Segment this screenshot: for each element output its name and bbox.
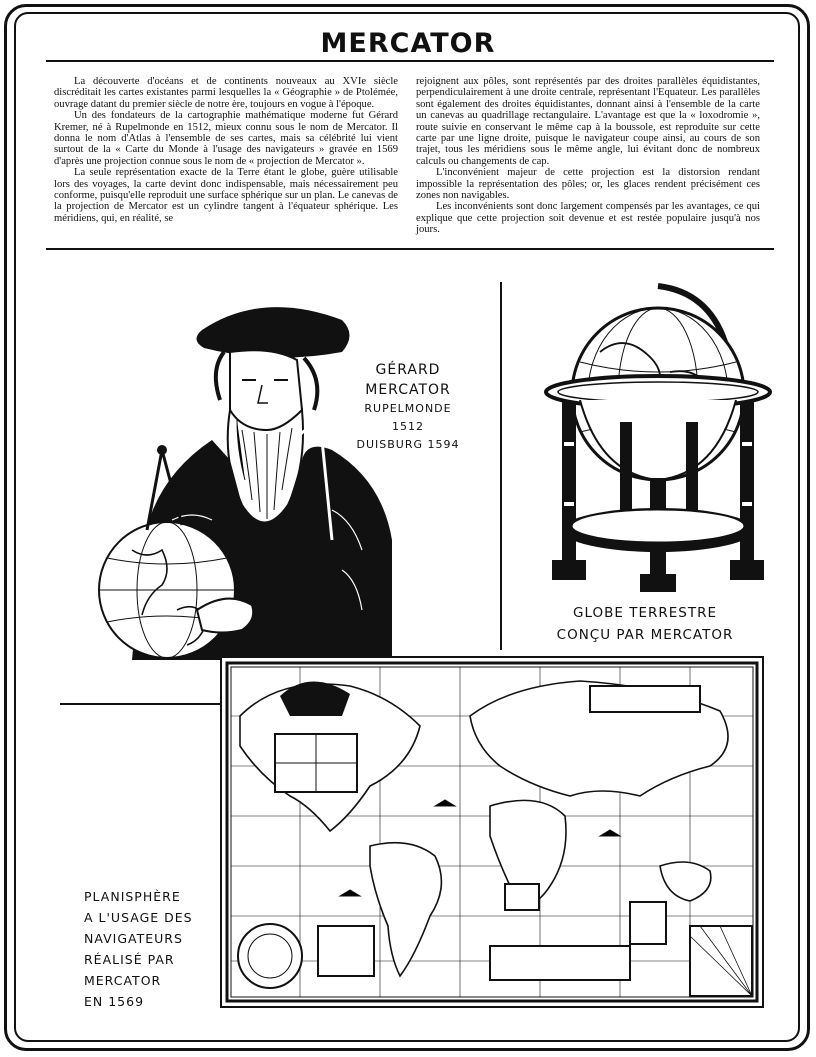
map-caption (84, 886, 204, 1012)
article-paragraph: La seule représentation exacte de la Terre étant le globe, guère utilisable lors des voyages, la carte devint donc indispensable, mais nécessairement peu conforme, puisqu'elle reproduit une surface sphérique sur un plan. Le canevas de la projection de Mercator est un cylindre tangent à l'équateur sphérique. Les méridiens, qui, en réalité, se (54, 167, 398, 224)
portrait-caption-birth: RUPELMONDE 1512 (364, 402, 452, 433)
map-caption-line: RÉALISÉ PAR (84, 952, 175, 967)
map-caption-line: EN 1569 (84, 994, 145, 1009)
map-caption-line: PLANISPHÈRE (84, 889, 181, 904)
globe-caption-line: CONÇU PAR MERCATOR (556, 627, 734, 643)
portrait-caption-surname: MERCATOR (365, 382, 451, 398)
portrait-caption-first-name: GÉRARD (375, 362, 441, 378)
article-column-right (416, 76, 760, 236)
map-caption-line: A L'USAGE DES (84, 910, 193, 925)
globe-on-stand-illustration (540, 282, 776, 594)
caption-divider (60, 703, 222, 705)
article-paragraph: Les inconvénients sont donc largement compensés par les avantages, ce qui explique que cette projection soit devenue et est restée populaire jusqu'à nos jours. (416, 201, 760, 236)
title-rule (46, 60, 774, 62)
article-paragraph: Un des fondateurs de la cartographie mathématique moderne fut Gérard Kremer, né à Rupelmonde en 1512, mieux connu sous le nom de Mercator. Il donna le nom d'Atlas à l'ensemble de ses cartes, mais sa célébrité lui vient surtout de la « Carte du Monde à l'usage des navigateurs » gravée en 1569 d'après une projection connue sous le nom de « projection de Mercator ». (54, 110, 398, 167)
map-caption-line: NAVIGATEURS (84, 931, 183, 946)
section-divider (46, 248, 774, 250)
globe-caption (520, 602, 770, 646)
mercator-portrait-illustration (92, 290, 402, 660)
vertical-divider (500, 282, 502, 650)
globe-caption-line: GLOBE TERRESTRE (572, 605, 717, 621)
portrait-caption (352, 360, 464, 454)
article-column-left (54, 76, 398, 224)
page-title: MERCATOR (320, 28, 496, 59)
article-paragraph: L'inconvénient majeur de cette projection est la distorsion rendant impossible la représentation des pôles; or, les glaces rendent précisément ces zones non navigables. (416, 167, 760, 202)
article-paragraph: La découverte d'océans et de continents nouveaux au XVIe siècle discréditait les cartes existantes parmi lesquelles la « Géographie » de Ptolémée, ouvrage datant du premier siècle de notre ère, toujours en vogue à l'époque. (54, 76, 398, 110)
world-map-illustration (220, 656, 764, 1008)
portrait-caption-death: DUISBURG 1594 (356, 438, 460, 451)
map-caption-line: MERCATOR (84, 973, 162, 988)
article-paragraph: rejoignent aux pôles, sont représentés par des droites parallèles équidistantes, perpendiculairement à une droite centrale, représentant l'Equateur. Les parallèles sont également des droites équidistantes, donnant ainsi à l'ensemble de la carte un canevas au quadrillage rectangulaire. L'avantage est que la « loxodromie », route suivie en conservant le même cap à la boussole, est reproduite sur cette carte par une ligne droite, puisque le navigateur coupe ainsi, au cours de son trajet, tous les méridiens sous le même angle, lui évitant donc de nombreux calculs ou changements de cap. (416, 76, 760, 167)
